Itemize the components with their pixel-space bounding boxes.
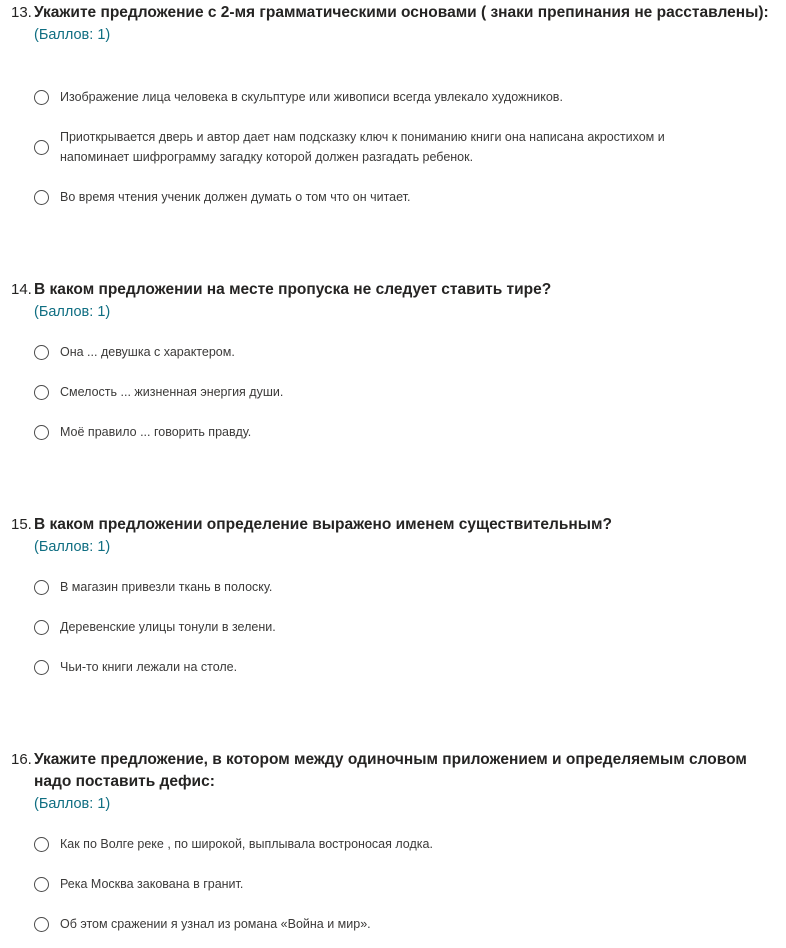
question-points: (Баллов: 1) xyxy=(34,539,111,555)
question-number: 15. xyxy=(11,516,32,533)
question-header xyxy=(0,279,786,323)
answer-option[interactable] xyxy=(34,422,680,442)
question-title: В каком предложении определение выражено именем существительным? xyxy=(34,516,612,533)
question-16 xyxy=(0,749,786,815)
question-15 xyxy=(0,514,786,558)
radio-button[interactable] xyxy=(34,190,49,205)
answer-option[interactable] xyxy=(34,874,680,894)
answer-option[interactable] xyxy=(34,617,680,637)
option-label: Об этом сражении я узнал из романа «Война и мир». xyxy=(60,917,371,931)
radio-button[interactable] xyxy=(34,837,49,852)
radio-button[interactable] xyxy=(34,877,49,892)
radio-button[interactable] xyxy=(34,580,49,595)
radio-button[interactable] xyxy=(34,620,49,635)
answer-option[interactable] xyxy=(34,342,680,362)
option-label: Она ... девушка с характером. xyxy=(60,345,235,359)
option-label: Река Москва закована в гранит. xyxy=(60,877,244,891)
radio-button[interactable] xyxy=(34,385,49,400)
radio-button[interactable] xyxy=(34,425,49,440)
answer-option[interactable] xyxy=(34,382,680,402)
question-number: 14. xyxy=(11,281,32,298)
option-label: В магазин привезли ткань в полоску. xyxy=(60,580,273,594)
question-title: В каком предложении на месте пропуска не следует ставить тире? xyxy=(34,281,552,298)
option-label: Моё правило ... говорить правду. xyxy=(60,425,252,439)
radio-button[interactable] xyxy=(34,90,49,105)
answer-option[interactable] xyxy=(34,127,680,167)
answer-option[interactable] xyxy=(34,834,680,854)
question-14 xyxy=(0,279,786,323)
question-number: 13. xyxy=(11,4,32,21)
question-points: (Баллов: 1) xyxy=(34,27,111,43)
radio-button[interactable] xyxy=(34,917,49,932)
answer-option[interactable] xyxy=(34,657,680,677)
question-points: (Баллов: 1) xyxy=(34,304,111,320)
radio-button[interactable] xyxy=(34,660,49,675)
question-number: 16. xyxy=(11,751,32,768)
option-label: Чьи-то книги лежали на столе. xyxy=(60,660,238,674)
answer-option[interactable] xyxy=(34,577,680,597)
answer-option[interactable] xyxy=(34,187,680,207)
question-title: Укажите предложение, в котором между одиночным приложением и определяемым словом надо поставить дефис: xyxy=(34,751,747,790)
option-label: Изображение лица человека в скульптуре или живописи всегда увлекало художников. xyxy=(60,90,563,104)
option-label: Как по Волге реке , по широкой, выплывала востроносая лодка. xyxy=(60,837,433,851)
question-13 xyxy=(0,2,786,46)
question-title: Укажите предложение с 2-мя грамматическими основами ( знаки препинания не расставлены): xyxy=(34,4,769,21)
option-label: Во время чтения ученик должен думать о том что он читает. xyxy=(60,190,411,204)
question-header xyxy=(0,514,786,558)
answer-option[interactable] xyxy=(34,87,680,107)
question-header xyxy=(0,2,786,46)
radio-button[interactable] xyxy=(34,345,49,360)
answer-option[interactable] xyxy=(34,914,680,934)
radio-button[interactable] xyxy=(34,140,49,155)
question-points: (Баллов: 1) xyxy=(34,796,111,812)
option-label: Приоткрывается дверь и автор дает нам подсказку ключ к пониманию книги она написана акростихом и напоминает шифрограмму загадку которой должен разгадать ребенок. xyxy=(60,130,665,164)
option-label: Деревенские улицы тонули в зелени. xyxy=(60,620,276,634)
question-header xyxy=(0,749,786,815)
option-label: Смелость ... жизненная энергия души. xyxy=(60,385,284,399)
